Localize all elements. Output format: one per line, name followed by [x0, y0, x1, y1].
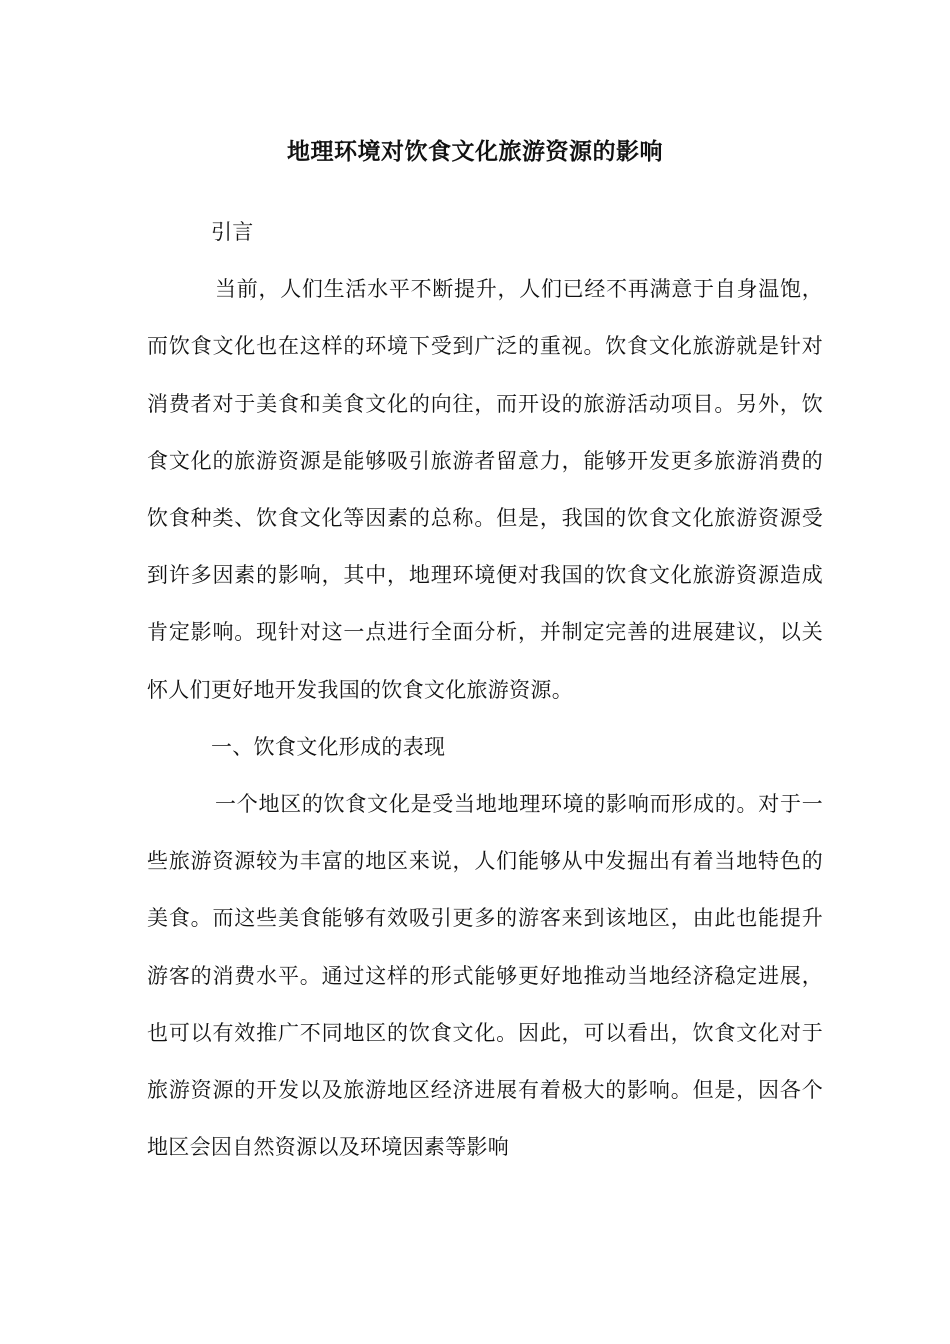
section-paragraph: 一个地区的饮食文化是受当地地理环境的影响而形成的。对于一些旅游资源较为丰富的地区来说，人们能够从中发掘出有着当地特色的美食。而这些美食能够有效吸引更多的游客来到该地区，由此也能提升游客的消费水平。通过这样的形式能够更好地推动当地经济稳定进展，也可以有效推广不同地区的饮食文化。因此，可以看出，饮食文化对于旅游资源的开发以及旅游地区经济进展有着极大的影响。但是，因各个地区会因自然资源以及环境因素等影响	[147, 792, 823, 1160]
document-body	[147, 204, 823, 1176]
intro-paragraph: 当前，人们生活水平不断提升，人们已经不再满意于自身温饱，而饮食文化也在这样的环境下受到广泛的重视。饮食文化旅游就是针对消费者对于美食和美食文化的向往，而开设的旅游活动项目。另外，饮食文化的旅游资源是能够吸引旅游者留意力，能够开发更多旅游消费的饮食种类、饮食文化等因素的总称。但是，我国的饮食文化旅游资源受到许多因素的影响，其中，地理环境便对我国的饮食文化旅游资源造成肯定影响。现针对这一点进行全面分析，并制定完善的进展建议，以关怀人们更好地开发我国的饮食文化旅游资源。	[147, 277, 823, 702]
intro-heading: 引言	[211, 220, 254, 244]
document-title: 地理环境对饮食文化旅游资源的影响	[287, 138, 663, 165]
section-heading: 一、饮食文化形成的表现	[211, 734, 446, 759]
